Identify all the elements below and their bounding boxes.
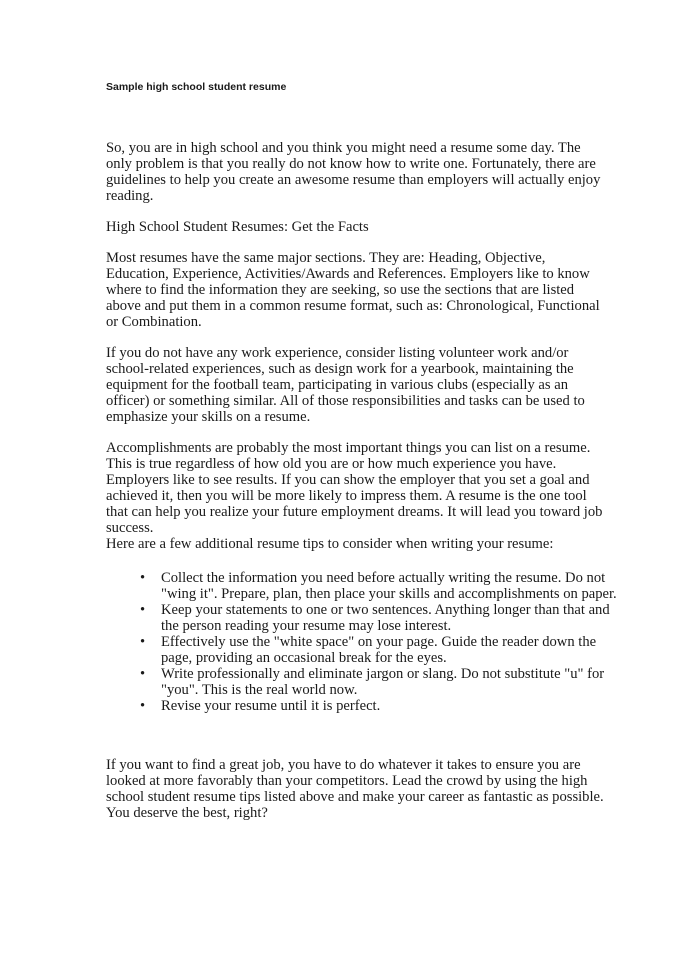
tip-text-line: the person reading your resume may lose interest. — [161, 618, 452, 634]
tip-item — [140, 570, 617, 602]
tip-text-line: page, providing an occasional break for the eyes. — [161, 650, 447, 666]
tip-item — [140, 634, 617, 666]
text-line: achieved it, then you will be more likely to impress them. A resume is the one tool — [106, 488, 587, 504]
experience-paragraph — [106, 345, 585, 425]
text-line: success. — [106, 520, 154, 536]
text-line: This is true regardless of how old you are or how much experience you have. — [106, 456, 557, 472]
text-line: Most resumes have the same major sections. They are: Heading, Objective, — [106, 250, 546, 266]
tips-intro-text: Here are a few additional resume tips to consider when writing your resume: — [106, 536, 554, 552]
tip-text-line: Write professionally and eliminate jargon or slang. Do not substitute "u" for — [161, 666, 605, 682]
bullet-icon: • — [140, 602, 146, 618]
tip-text-line: "wing it". Prepare, plan, then place your skills and accomplishments on paper. — [161, 586, 617, 602]
sections-paragraph — [106, 250, 600, 330]
text-line: reading. — [106, 188, 154, 204]
bullet-icon: • — [140, 570, 146, 586]
text-line: If you do not have any work experience, consider listing volunteer work and/or — [106, 345, 569, 361]
tip-text-line: Collect the information you need before actually writing the resume. Do not — [161, 570, 606, 586]
text-line: If you want to find a great job, you have to do whatever it takes to ensure you are — [106, 757, 581, 773]
text-line: So, you are in high school and you think you might need a resume some day. The — [106, 140, 581, 156]
section-heading — [106, 219, 369, 235]
bullet-icon: • — [140, 666, 146, 682]
tip-item — [140, 666, 617, 698]
text-line: or Combination. — [106, 314, 202, 330]
text-line: above and put them in a common resume format, such as: Chronological, Functional — [106, 298, 600, 314]
tip-text-line: "you". This is the real world now. — [161, 682, 358, 698]
intro-paragraph — [106, 140, 600, 204]
tip-text-line: Revise your resume until it is perfect. — [161, 698, 381, 714]
text-line: school student resume tips listed above and make your career as fantastic as possible. — [106, 789, 604, 805]
tip-text-line: Effectively use the "white space" on your page. Guide the reader down the — [161, 634, 597, 650]
tips-list — [140, 570, 617, 714]
text-line: You deserve the best, right? — [106, 805, 268, 821]
heading-text: High School Student Resumes: Get the Facts — [106, 219, 369, 235]
text-line: Education, Experience, Activities/Awards and References. Employers like to know — [106, 266, 590, 282]
document-title: Sample high school student resume — [106, 81, 287, 93]
tip-item — [140, 698, 617, 714]
text-line: emphasize your skills on a resume. — [106, 409, 311, 425]
text-line: where to find the information they are seeking, so use the sections that are listed — [106, 282, 575, 298]
tip-item — [140, 602, 617, 634]
text-line: only problem is that you really do not know how to write one. Fortunately, there are — [106, 156, 596, 172]
text-line: that can help you realize your future employment dreams. It will lead you toward job — [106, 504, 603, 520]
bullet-icon: • — [140, 634, 146, 650]
conclusion-paragraph — [106, 757, 604, 821]
text-line: Employers like to see results. If you can show the employer that you set a goal and — [106, 472, 590, 488]
bullet-icon: • — [140, 698, 146, 714]
text-line: looked at more favorably than your competitors. Lead the crowd by using the high — [106, 773, 588, 789]
text-line: officer) or something similar. All of those responsibilities and tasks can be used to — [106, 393, 585, 409]
text-line: equipment for the football team, participating in various clubs (especially as an — [106, 377, 568, 393]
text-line: guidelines to help you create an awesome resume than employers will actually enjoy — [106, 172, 601, 188]
tips-intro — [106, 536, 553, 552]
tip-text-line: Keep your statements to one or two sentences. Anything longer than that and — [161, 602, 610, 618]
text-line: Accomplishments are probably the most important things you can list on a resume. — [106, 440, 591, 456]
text-line: school-related experiences, such as design work for a yearbook, maintaining the — [106, 361, 574, 377]
accomplishments-paragraph — [106, 440, 602, 536]
